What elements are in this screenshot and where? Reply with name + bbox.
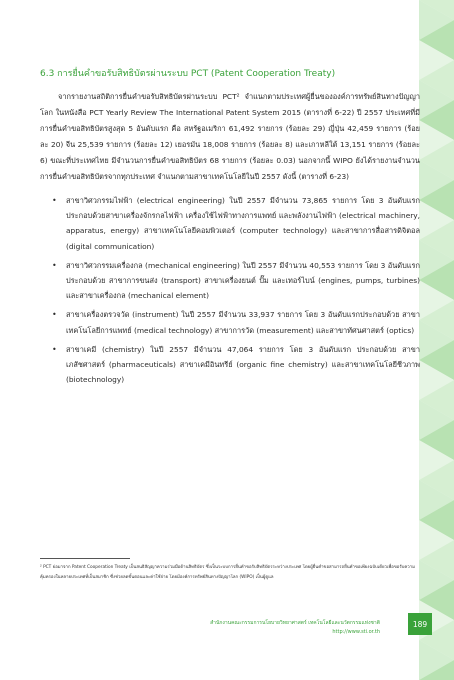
footnote-divider — [40, 558, 130, 559]
footer-organization: สำนักงานคณะกรรมการนโยบายวิทยาศาสตร์ เทคโนโลยีและนวัตกรรมแห่งชาติ — [210, 620, 380, 626]
bullet-icon: • — [52, 344, 57, 354]
bullet-text: สาขาวิศวกรรมเครื่องกล (mechanical engineering) ในปี 2557 มีจำนวน 40,553 รายการ โดย 3 อันดับแรกประกอบด้วย สาขาการขนส่ง (transport) สาขาเครื่องยนต์ ปั๊ม และเทอร์ไบน์ (engines, pumps, turbines) และสาขาเครื่องกล (mechanical element) — [66, 260, 420, 301]
bullet-item-mechanical — [52, 258, 420, 304]
page-number: 189 — [408, 613, 432, 635]
bullet-item-electrical — [52, 193, 420, 254]
bullet-icon: • — [52, 196, 57, 205]
footer-text — [160, 619, 380, 636]
bullet-list — [40, 193, 420, 387]
bullet-item-instrument — [52, 307, 420, 337]
footer-url: http://www.sti.or.th — [332, 628, 380, 635]
bullet-icon: • — [52, 260, 57, 270]
bullet-icon: • — [52, 310, 57, 320]
bullet-item-chemistry — [52, 342, 420, 388]
footnote: ² PCT ย่อมาจาก Patent Cooperation Treaty เป็นสนธิสัญญาความร่วมมือด้านสิทธิบัตร ซึ่งเป็นระบบการยื่นคำขอรับสิทธิบัตรระหว่างประเทศ โดยผู้ยื่นคำขอสามารถยื่นคำขอเพียงฉบับเดียวเพื่อขอรับความคุ้มครองในหลายประเทศที่เป็นสมาชิก ซึ่งช่วยลดขั้นตอนและค่าใช้จ่าย โดยมีองค์การทรัพย์สินทางปัญญาโลก (WIPO) เป็นผู้ดูแล — [40, 565, 415, 580]
section-heading: 6.3 การยื่นคำขอรับสิทธิบัตรผ่านระบบ PCT (Patent Cooperation Treaty) — [40, 69, 336, 79]
main-content — [40, 66, 420, 391]
bullet-text: สาขาเคมี (chemistry) ในปี 2557 มีจำนวน 47,064 รายการ โดย 3 อันดับแรก ประกอบด้วย สาขาเภสัชศาสตร์ (pharmaceuticals) สาขาเคมีอินทรีย์ (organic fine chemistry) และสาขาเทคโนโลยีชีวภาพ (biotechnology) — [66, 344, 420, 385]
intro-paragraph: จากรายงานสถิติการยื่นคำขอรับสิทธิบัตรผ่านระบบ PCT² จำแนกตามประเทศผู้ยื่นขององค์การทรัพย์สินทางปัญญาโลก ในหนังสือ PCT Yearly Review The International Patent System 2015 (ตารางที่ 6-22) ปี 2557 ประเทศที่มีการยื่นคำขอสิทธิบัตรสูงสุด 5 อันดับแรก คือ สหรัฐอเมริกา 61,492 รายการ (ร้อยละ 29) ญี่ปุ่น 42,459 รายการ (ร้อยละ 20) จีน 25,539 รายการ (ร้อยละ 12) เยอรมัน 18,008 รายการ (ร้อยละ 8) และเกาหลีใต้ 13,151 รายการ (ร้อยละ 6) ขณะที่ประเทศไทย มีจำนวนการยื่นคำขอสิทธิบัตร 68 รายการ (ร้อยละ 0.03) นอกจากนี้ WIPO ยังได้รายงานจำนวนการยื่นคำขอสิทธิบัตรจากทุกประเทศ จำแนกตามสาขาเทคโนโลยีในปี 2557 ดังนี้ (ตารางที่ 6-23) — [40, 92, 420, 181]
bullet-text: สาขาวิศวกรรมไฟฟ้า (electrical engineering) ในปี 2557 มีจำนวน 73,865 รายการ โดย 3 อันดับแรกประกอบด้วยสาขาเครื่องจักรกลไฟฟ้า เครื่องใช้ไฟฟ้าทางการแพทย์ และพลังงานไฟฟ้า (electrical machinery, apparatus, energy) สาขาเทคโนโลยีคอมพิวเตอร์ (computer technology) และสาขาการสื่อสารดิจิตอล (digital communication) — [66, 196, 420, 251]
bullet-text: สาขาเครื่องตรวจวัด (instrument) ในปี 2557 มีจำนวน 33,937 รายการ โดย 3 อันดับแรกประกอบด้วย สาขาเทคโนโลยีการแพทย์ (medical technology) สาขาการวัด (measurement) และสาขาทัศนศาสตร์ (optics) — [66, 310, 420, 335]
